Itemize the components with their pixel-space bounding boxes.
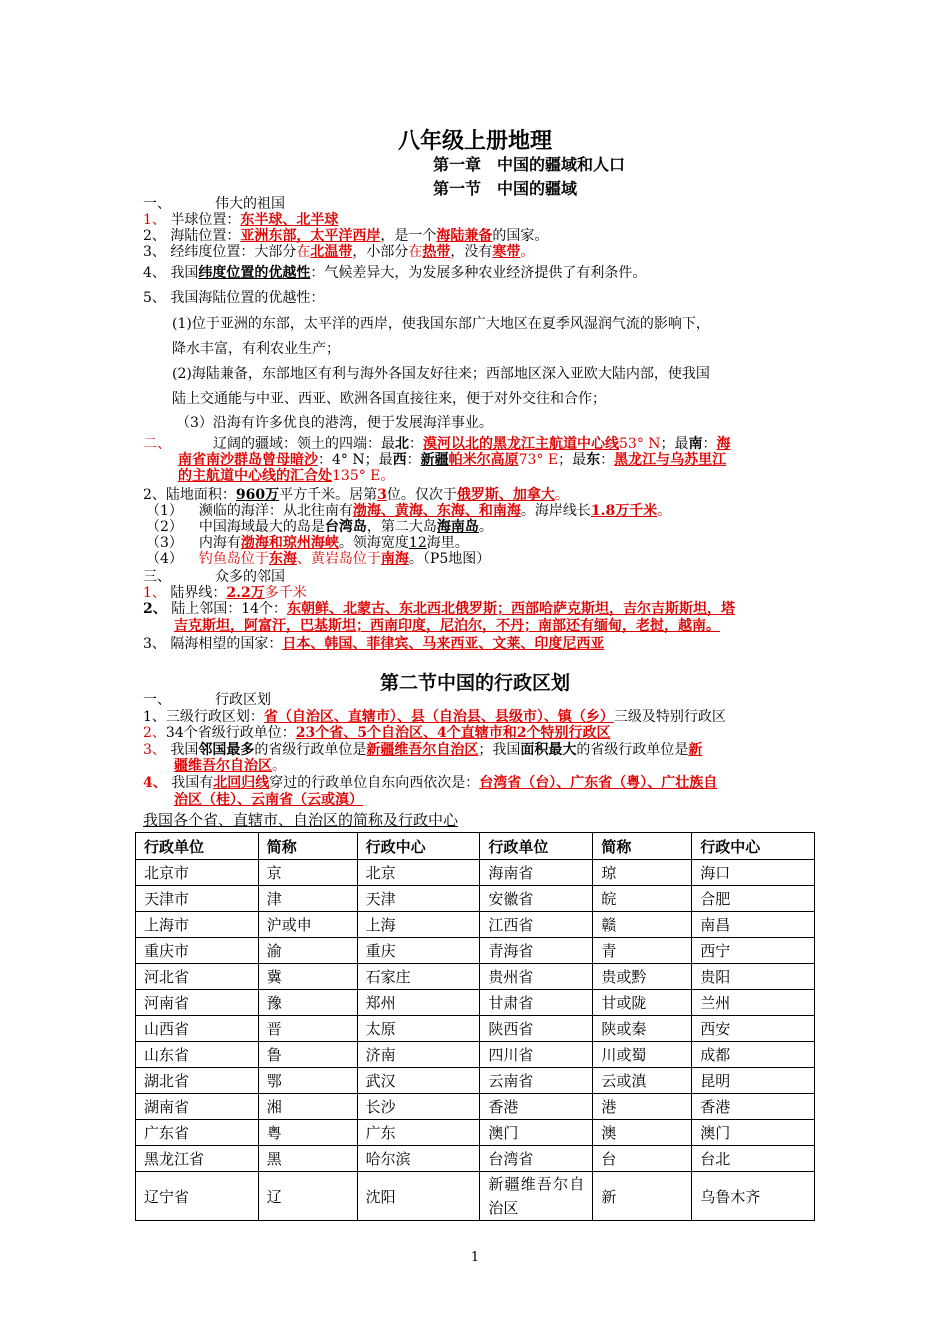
table-cell: 天津市 xyxy=(136,886,259,912)
part1-line5: 5、 我国海陆位置的优越性： xyxy=(143,290,325,306)
table-cell: 天津 xyxy=(357,886,480,912)
advantage-paragraph-2b: 陆上交通能与中亚、西亚、欧洲各国直接往来，便于对外交往和合作； xyxy=(172,391,606,407)
land-area-line: 2、陆地面积：960万平方千米。居第3位。仅次于俄罗斯、加拿大。 xyxy=(143,487,569,503)
table-cell: 石家庄 xyxy=(357,964,480,990)
border-length-line: 1、 陆界线：2.2万多千米 xyxy=(143,585,307,601)
table-cell: 沈阳 xyxy=(357,1172,480,1221)
table-row xyxy=(136,964,815,990)
table-cell: 重庆 xyxy=(357,938,480,964)
tropic-line1: 4、 我国有北回归线穿过的行政单位自东向西依次是：台湾省（台）、广东省（粤）、广壮族自 xyxy=(143,775,718,791)
table-row xyxy=(136,860,815,886)
table-cell: 湖南省 xyxy=(136,1094,259,1120)
table-cell: 青 xyxy=(593,938,692,964)
part1-line3: 3、 经纬度位置：大部分在北温带，小部分在热带，没有寒带。 xyxy=(143,244,535,260)
header-cell: 简称 xyxy=(593,833,692,860)
table-row xyxy=(136,1146,815,1172)
table-cell: 沪或申 xyxy=(258,912,357,938)
table-cell: 重庆市 xyxy=(136,938,259,964)
table-cell: 湘 xyxy=(258,1094,357,1120)
table-cell: 台 xyxy=(593,1146,692,1172)
table-cell: 新疆维吾尔自治区 xyxy=(480,1172,593,1221)
table-row xyxy=(136,1042,815,1068)
territory-extremes-line2: 南省南沙群岛曾母暗沙：4° N；最西：新疆帕米尔高原73° E；最东：黑龙江与乌苏里江 xyxy=(178,452,727,468)
table-row xyxy=(136,938,815,964)
table-cell: 武汉 xyxy=(357,1068,480,1094)
table-cell: 赣 xyxy=(593,912,692,938)
part3-heading: 三、 众多的邻国 xyxy=(143,569,285,585)
most-neighbors-line2: 疆维吾尔自治区。 xyxy=(174,758,286,774)
table-row xyxy=(136,1068,815,1094)
advantage-paragraph-2: (2)海陆兼备，东部地区有利与海外各国友好往来；西部地区深入亚欧大陆内部，使我国 xyxy=(172,366,710,382)
table-cell: 兰州 xyxy=(692,990,815,1016)
table-cell: 京 xyxy=(258,860,357,886)
table-cell: 琼 xyxy=(593,860,692,886)
header-cell: 行政单位 xyxy=(480,833,593,860)
table-cell: 四川省 xyxy=(480,1042,593,1068)
table-cell: 港 xyxy=(593,1094,692,1120)
territory-extremes-line1: 二、 辽阔的疆域：领土的四端：最北：漠河以北的黑龙江主航道中心线53° N；最南：海 xyxy=(143,436,731,452)
part1-heading: 一、 伟大的祖国 xyxy=(143,196,285,212)
table-cell: 香港 xyxy=(480,1094,593,1120)
table-cell: 台湾省 xyxy=(480,1146,593,1172)
table-cell: 江西省 xyxy=(480,912,593,938)
province-table xyxy=(135,832,815,1221)
land-neighbors-line1: 2、 陆上邻国：14个：东朝鲜、北蒙古、东北西北俄罗斯；西部哈萨克斯坦，吉尔吉斯斯坦，塔 xyxy=(143,601,736,617)
table-cell: 甘肃省 xyxy=(480,990,593,1016)
advantage-paragraph-1: (1)位于亚洲的东部，太平洋的西岸，使我国东部广大地区在夏季风湿润气流的影响下， xyxy=(172,316,710,332)
table-cell: 山西省 xyxy=(136,1016,259,1042)
table-cell: 北京市 xyxy=(136,860,259,886)
table-cell: 河南省 xyxy=(136,990,259,1016)
table-cell: 陕或秦 xyxy=(593,1016,692,1042)
table-cell: 贵阳 xyxy=(692,964,815,990)
table-cell: 济南 xyxy=(357,1042,480,1068)
part1-line4: 4、 我国纬度位置的优越性：气候差异大，为发展多种农业经济提供了有利条件。 xyxy=(143,265,647,281)
table-cell: 太原 xyxy=(357,1016,480,1042)
table-cell: 澳门 xyxy=(692,1120,815,1146)
table-header-row xyxy=(136,833,815,860)
province-count-line: 2、34个省级行政单位：23个省、5个自治区、4个直辖市和2个特别行政区 xyxy=(143,725,611,741)
table-row xyxy=(136,990,815,1016)
table-cell: 黑龙江省 xyxy=(136,1146,259,1172)
table-cell: 豫 xyxy=(258,990,357,1016)
table-cell: 渝 xyxy=(258,938,357,964)
table-cell: 鄂 xyxy=(258,1068,357,1094)
islands-line: （2） 中国海域最大的岛是台湾岛，第二大岛海南岛。 xyxy=(146,519,493,535)
table-row xyxy=(136,1120,815,1146)
table-cell: 安徽省 xyxy=(480,886,593,912)
section-title: 第一节 中国的疆域 xyxy=(433,179,578,198)
table-cell: 上海 xyxy=(357,912,480,938)
territory-extremes-line3: 的主航道中心线的汇合处135° E。 xyxy=(178,468,395,484)
table-cell: 西安 xyxy=(692,1016,815,1042)
table-cell: 川或蜀 xyxy=(593,1042,692,1068)
header-cell: 行政中心 xyxy=(692,833,815,860)
table-cell: 晋 xyxy=(258,1016,357,1042)
page-title: 八年级上册地理 xyxy=(397,128,552,154)
table-cell: 昆明 xyxy=(692,1068,815,1094)
section2-title: 第二节中国的行政区划 xyxy=(379,672,570,694)
table-cell: 湖北省 xyxy=(136,1068,259,1094)
table-cell: 澳门 xyxy=(480,1120,593,1146)
table-cell: 长沙 xyxy=(357,1094,480,1120)
tropic-line2: 治区（桂）、云南省（云或滇） xyxy=(174,792,363,808)
table-cell: 贵州省 xyxy=(480,964,593,990)
table-cell: 台北 xyxy=(692,1146,815,1172)
part1-line1: 1、 半球位置：东半球、北半球 xyxy=(143,212,339,228)
islands-location-line: （4） 钓鱼岛位于东海、黄岩岛位于南海。（P5地图） xyxy=(146,551,491,567)
table-cell: 冀 xyxy=(258,964,357,990)
table-cell: 成都 xyxy=(692,1042,815,1068)
table-cell: 新 xyxy=(593,1172,692,1221)
table-cell: 云或滇 xyxy=(593,1068,692,1094)
table-cell: 河北省 xyxy=(136,964,259,990)
admin-levels-line: 1、三级行政区划：省（自治区、直辖市）、县（自治县、县级市）、镇（乡）三级及特别行政区 xyxy=(143,709,726,725)
table-row xyxy=(136,1172,815,1221)
table-cell: 津 xyxy=(258,886,357,912)
table-row xyxy=(136,1094,815,1120)
table-cell: 辽宁省 xyxy=(136,1172,259,1221)
seas-line: （1） 濒临的海洋：从北往南有渤海、黄海、东海、和南海。海岸线长1.8万千米。 xyxy=(146,503,672,519)
table-cell: 鲁 xyxy=(258,1042,357,1068)
table-cell: 乌鲁木齐 xyxy=(692,1172,815,1221)
table-cell: 西宁 xyxy=(692,938,815,964)
part1-line2: 2、 海陆位置：亚洲东部，太平洋西岸，是一个海陆兼备的国家。 xyxy=(143,228,549,244)
table-cell: 陕西省 xyxy=(480,1016,593,1042)
table-cell: 澳 xyxy=(593,1120,692,1146)
table-cell: 甘或陇 xyxy=(593,990,692,1016)
page-number: 1 xyxy=(470,1250,480,1265)
section2-heading: 一、 行政区划 xyxy=(143,692,271,708)
table-cell: 海南省 xyxy=(480,860,593,886)
table-cell: 云南省 xyxy=(480,1068,593,1094)
advantage-paragraph-3: （3）沿海有许多优良的港湾，便于发展海洋事业。 xyxy=(176,415,493,431)
table-cell: 黑 xyxy=(258,1146,357,1172)
table-cell: 辽 xyxy=(258,1172,357,1221)
advantage-paragraph-1b: 降水丰富，有利农业生产； xyxy=(172,341,340,357)
sea-neighbors-line: 3、 隔海相望的国家：日本、韩国、菲律宾、马来西亚、文莱、印度尼西亚 xyxy=(143,636,605,652)
header-cell: 行政中心 xyxy=(357,833,480,860)
inland-sea-line: （3） 内海有渤海和琼州海峡。领海宽度12海里。 xyxy=(146,535,469,551)
table-cell: 皖 xyxy=(593,886,692,912)
table-row xyxy=(136,886,815,912)
land-neighbors-line2: 吉克斯坦，阿富汗，巴基斯坦；西南印度，尼泊尔，不丹；南部还有缅甸，老挝，越南。 xyxy=(174,618,720,634)
table-cell: 哈尔滨 xyxy=(357,1146,480,1172)
header-cell: 简称 xyxy=(258,833,357,860)
table-cell: 郑州 xyxy=(357,990,480,1016)
table-cell: 广东 xyxy=(357,1120,480,1146)
table-cell: 山东省 xyxy=(136,1042,259,1068)
table-cell: 粤 xyxy=(258,1120,357,1146)
table-caption: 我国各个省、直辖市、自治区的简称及行政中心 xyxy=(143,811,459,829)
table-cell: 上海市 xyxy=(136,912,259,938)
table-row xyxy=(136,912,815,938)
table-row xyxy=(136,1016,815,1042)
table-cell: 青海省 xyxy=(480,938,593,964)
table-cell: 北京 xyxy=(357,860,480,886)
table-cell: 海口 xyxy=(692,860,815,886)
table-cell: 贵或黔 xyxy=(593,964,692,990)
chapter-title: 第一章 中国的疆域和人口 xyxy=(433,155,626,174)
table-cell: 香港 xyxy=(692,1094,815,1120)
table-cell: 合肥 xyxy=(692,886,815,912)
most-neighbors-line1: 3、 我国邻国最多的省级行政单位是新疆维吾尔自治区；我国面积最大的省级行政单位是新 xyxy=(143,742,703,758)
table-cell: 南昌 xyxy=(692,912,815,938)
header-cell: 行政单位 xyxy=(136,833,259,860)
table-cell: 广东省 xyxy=(136,1120,259,1146)
